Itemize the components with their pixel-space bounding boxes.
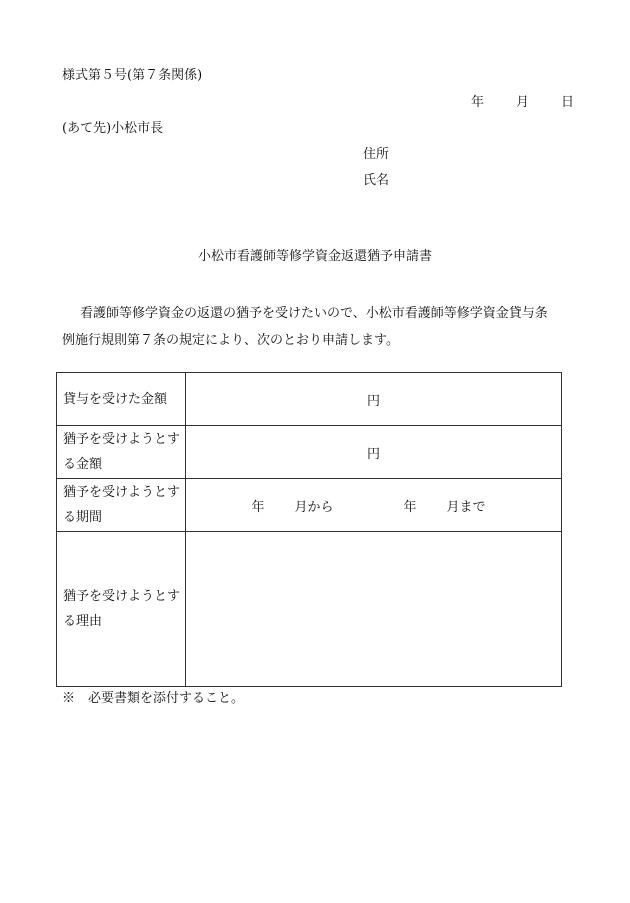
- period-to-month: 月まで: [446, 499, 486, 515]
- period-from-year: 年: [251, 499, 265, 515]
- address-label: 住所: [363, 147, 390, 162]
- table-row: [57, 426, 562, 479]
- deferral-reason-field[interactable]: [186, 532, 562, 687]
- body-line-2: 例施行規則第７条の規定により、次のとおり申請します。: [62, 333, 399, 348]
- body-line-1: 看護師等修学資金の返還の猶予を受けたいので、小松市看護師等修学資金貸与条: [80, 306, 548, 321]
- loan-amount-label: 貸与を受けた金額: [57, 373, 186, 426]
- loan-amount-field[interactable]: 円: [186, 373, 562, 426]
- application-table: [56, 372, 562, 687]
- addressee: (あて先)小松市長: [62, 121, 164, 136]
- note-text: ※ 必要書類を添付すること。: [62, 691, 245, 706]
- date-year[interactable]: 年: [471, 95, 485, 110]
- period-to-year: 年: [403, 499, 417, 515]
- date-day[interactable]: 日: [561, 95, 575, 110]
- table-row: [57, 373, 562, 426]
- name-label: 氏名: [363, 173, 390, 188]
- date-month[interactable]: 月: [516, 95, 530, 110]
- document-title: 小松市看護師等修学資金返還猶予申請書: [197, 249, 432, 264]
- deferral-amount-label: 猶予を受けようとする金額: [57, 426, 186, 479]
- period-from-month: 月から: [294, 499, 334, 515]
- table-row: [57, 532, 562, 687]
- deferral-reason-label: 猶予を受けようとする理由: [57, 532, 186, 687]
- form-number: 様式第５号(第７条関係): [62, 68, 203, 83]
- table-row: [57, 479, 562, 532]
- deferral-amount-field[interactable]: 円: [186, 426, 562, 479]
- deferral-period-field[interactable]: [186, 479, 562, 532]
- date-line: [471, 96, 574, 109]
- body-text: [62, 300, 582, 354]
- deferral-period-label: 猶予を受けようとする期間: [57, 479, 186, 532]
